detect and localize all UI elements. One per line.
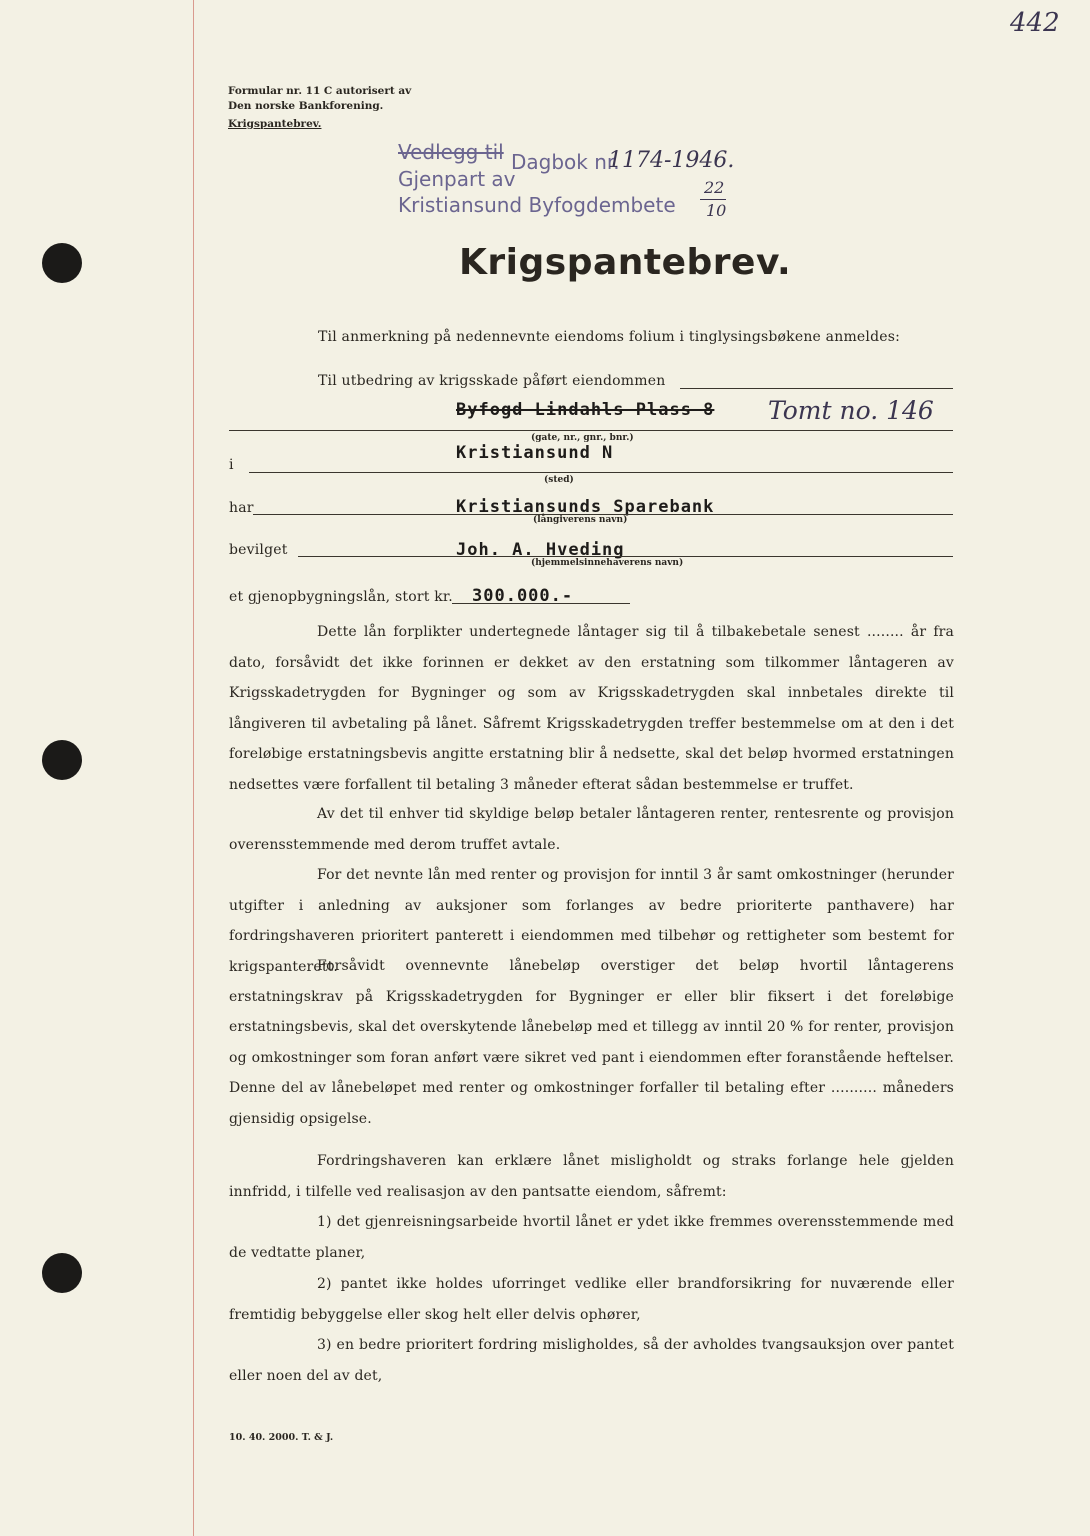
i-label: i bbox=[229, 457, 234, 473]
margin-rule bbox=[193, 0, 194, 1536]
form-header-line1: Formular nr. 11 C autorisert av bbox=[228, 85, 412, 97]
intro-text: Til anmerkning på nedennevnte eiendoms folium i tinglysingsbøkene anmeldes: bbox=[318, 329, 901, 345]
paragraph-5: Fordringshaveren kan erklære lånet misligholdt og straks forlange hele gjelden innfridd, i tilfelle ved realisasjon av den pantsatte eiendom, såfremt: bbox=[229, 1153, 954, 1200]
stamp-dagbok-number: 1174-1946. bbox=[608, 148, 735, 173]
loan-amount: 300.000.- bbox=[472, 586, 574, 606]
paragraph-1: Dette lån forplikter undertegnede låntager sig til å tilbakebetale senest ........ år fra dato, forsåvidt det ikke forinnen er dekket av den erstatning som tilkommer låntageren av Krigsskadetrygden for Bygninger og som av Krigsskadetrygden skal innbetales direkte til långiveren til avbetaling på lånet. Såfremt Krigsskadetrygden treffer bestemmelse om at den i det foreløbige erstatningsbevis angitte erstatning blir å nedsette, skal det beløp hvormed erstatningen nedsettes være forfallent til betaling 3 måneder efterat sådan bestemmelse er truffet. bbox=[229, 624, 954, 793]
form-header-line3: Krigspantebrev. bbox=[228, 118, 322, 130]
list-item-1: 1) det gjenreisningsarbeide hvortil lånet er ydet ikke fremmes overensstemmende med de vedtatte planer, bbox=[229, 1214, 954, 1261]
list-item-3: 3) en bedre prioritert fordring misligholdes, så der avholdes tvangsauksjon over pantet eller noen del av det, bbox=[229, 1337, 954, 1384]
loan-label: et gjenopbygningslån, stort kr. bbox=[229, 589, 453, 605]
lender-caption: (långiverens navn) bbox=[533, 515, 628, 525]
stamp-office: Kristiansund Byfogdembete bbox=[398, 193, 676, 217]
address-typed: Byfogd Lindahls Plass 8 bbox=[456, 400, 715, 420]
place-caption: (sted) bbox=[544, 475, 574, 485]
paragraph-2: Av det til enhver tid skyldige beløp betaler låntageren renter, rentesrente og provisjon overensstemmende med derom truffet avtale. bbox=[229, 806, 954, 853]
punch-hole bbox=[42, 243, 82, 283]
paragraph-4: Forsåvidt ovennevnte lånebeløp overstiger det beløp hvortil låntagerens erstatningskrav på Krigsskadetrygden for Bygninger er eller blir fiksert i det foreløbige erstatningsbevis, skal det overskytende lånebeløp med et tillegg av inntil 20 % for renter, provisjon og omkostninger som foran anført være sikret ved pant i eiendommen efter foranstående heftelser. Denne del av lånebeløpet med renter og omkostninger forfaller til betaling efter .......... måneders gjensidig opsigelse. bbox=[229, 958, 954, 1127]
har-label: har bbox=[229, 500, 254, 516]
address-handwritten: Tomt no. 146 bbox=[768, 396, 934, 425]
lender-typed: Kristiansunds Sparebank bbox=[456, 497, 715, 517]
stamp-date-month: 10 bbox=[706, 201, 727, 220]
punch-hole bbox=[42, 740, 82, 780]
punch-hole bbox=[42, 1253, 82, 1293]
fill-line bbox=[680, 388, 953, 389]
document-title: Krigspantebrev. bbox=[459, 242, 792, 283]
bevilget-label: bevilget bbox=[229, 542, 288, 558]
place-line bbox=[249, 472, 953, 473]
address-line bbox=[229, 430, 953, 431]
loan-line bbox=[452, 603, 630, 604]
stamp-date-day: 22 bbox=[704, 178, 725, 197]
stamp-gjenpart: Gjenpart av bbox=[398, 167, 516, 191]
page-number: 442 bbox=[1010, 8, 1060, 38]
stamp-vedlegg: Vedlegg til bbox=[398, 140, 504, 164]
stamp-date-divider bbox=[700, 199, 726, 200]
holder-typed: Joh. A. Hveding bbox=[456, 540, 625, 560]
form-header-line2: Den norske Bankforening. bbox=[228, 100, 384, 112]
footer-print-code: 10. 40. 2000. T. & J. bbox=[229, 1432, 334, 1443]
stamp-dagbok-label: Dagbok nr. bbox=[511, 150, 620, 174]
holder-caption: (hjemmelsinnehaverens navn) bbox=[531, 558, 684, 568]
place-typed: Kristiansund N bbox=[456, 443, 614, 463]
list-item-2: 2) pantet ikke holdes uforringet vedlike eller brandforsikring for nuværende eller fremtidig bebyggelse eller skog helt eller delvis ophører, bbox=[229, 1276, 954, 1323]
address-caption: (gate, nr., gnr., bnr.) bbox=[531, 433, 634, 443]
paragraph-3: For det nevnte lån med renter og provisjon for inntil 3 år samt omkostninger (herunder utgifter i anledning av auksjoner som forlanges av bedre prioriterte panthavere) har fordringshaveren prioritert panterett i eiendommen med tilbehør og rettigheter som bestemt for krigspanterett. bbox=[229, 867, 954, 975]
utbedring-label: Til utbedring av krigsskade påført eiendommen bbox=[318, 373, 666, 389]
holder-line bbox=[298, 556, 953, 557]
